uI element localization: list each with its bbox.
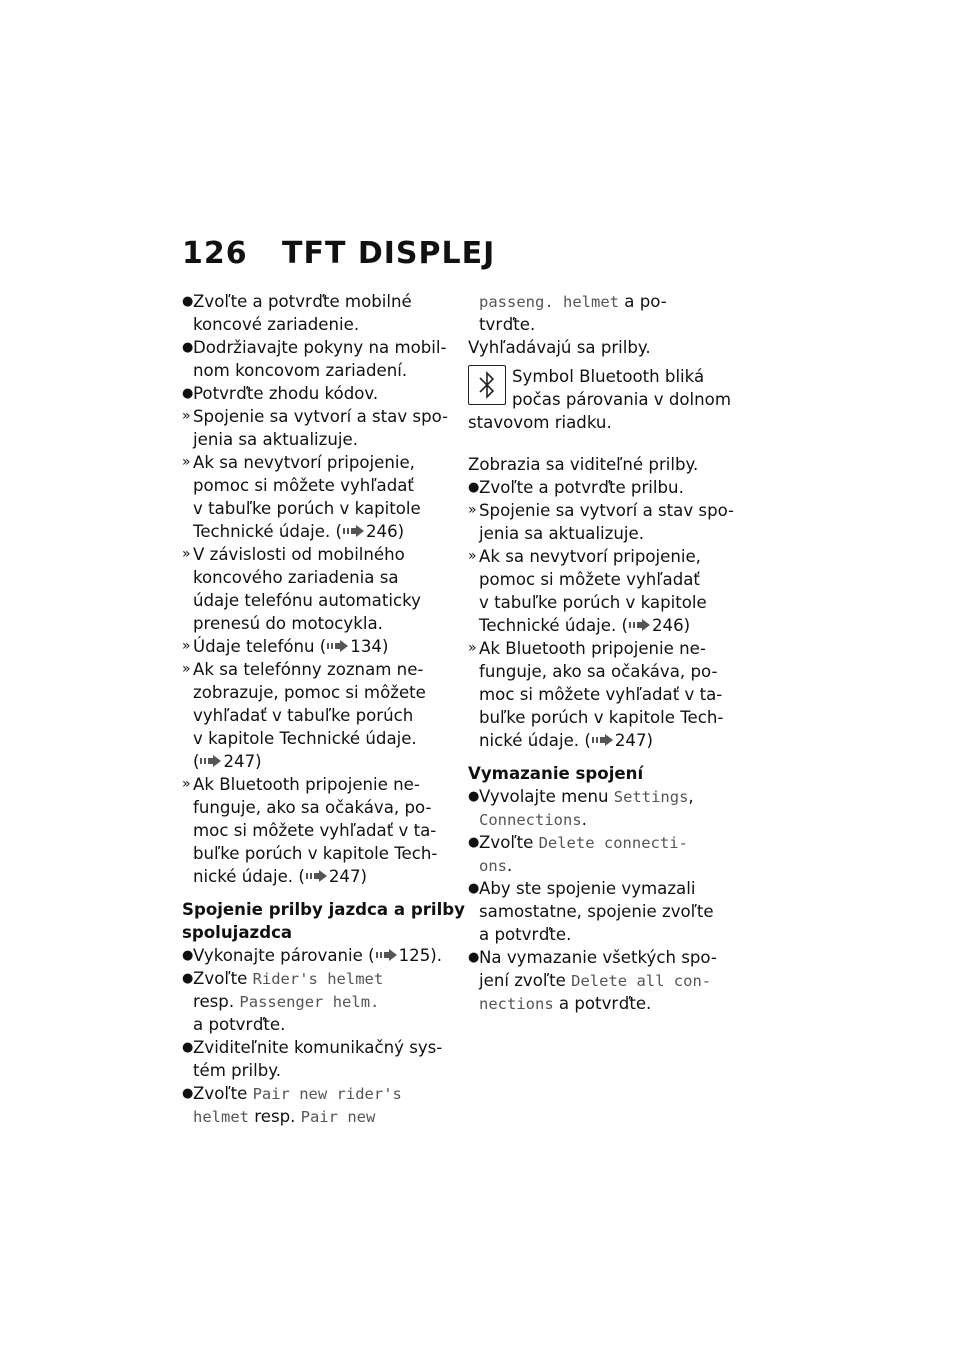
result-item: » Spojenie sa vytvorí a stav spo- jenia sa aktualizuje. [468, 501, 735, 543]
page-number: 126 [182, 236, 248, 271]
bullet-marker: ● [468, 835, 480, 850]
result-item: » Ak Bluetooth pripojenie ne- funguje, ako sa očakáva, po- moc si môžete vyhľadať v ta- buľke porúch v kapitole Tech- nické údaje. ( 247) [468, 639, 724, 750]
page-reference[interactable]: 247) [614, 731, 653, 750]
list-item: ● Zvoľte a potvrďte prilbu. [468, 478, 684, 497]
reference-arrow-icon [305, 869, 329, 883]
result-text: Zobrazia sa viditeľné prilby. [468, 455, 699, 474]
page-reference[interactable]: 125). [398, 946, 442, 965]
right-column [468, 290, 740, 1015]
result-item: » Ak sa nevytvorí pripojenie, pomoc si môžete vyhľadať v tabuľke porúch v kapitole Technické údaje. ( 246) [468, 547, 707, 635]
list-item: ● Dodržiavajte pokyny na mobil- nom koncovom zariadení. [182, 338, 447, 380]
reference-arrow-icon [591, 733, 615, 747]
result-item: » Ak Bluetooth pripojenie ne- funguje, ako sa očakáva, po- moc si môžete vyhľadať v ta- buľke porúch v kapitole Tech- nické údaje. ( 247) [182, 775, 438, 886]
menu-option: helmet [193, 1108, 249, 1126]
reference-arrow-icon [342, 524, 366, 538]
list-item: ● Na vymazanie všetkých spo- jení zvoľte Delete all con- nections a potvrďte. [468, 948, 717, 1013]
reference-arrow-icon [628, 618, 652, 632]
result-item: » V závislosti od mobilného koncového zariadenia sa údaje telefónu automaticky prenesú do motocykla. [182, 545, 421, 633]
menu-option: Pair new rider's [252, 1085, 402, 1103]
page-reference[interactable]: 134) [350, 637, 389, 656]
bullet-marker: ● [182, 340, 194, 355]
result-marker: » [468, 502, 477, 518]
menu-option: Connections [479, 811, 582, 829]
section-heading: Spojenie prilby jazdca a prilby spolujazdca [182, 900, 465, 942]
bullet-marker: ● [182, 1040, 194, 1055]
list-item: ● Zvoľte Delete connecti- ons. [468, 833, 688, 875]
result-marker: » [182, 546, 191, 562]
section-heading: Vymazanie spojení [468, 764, 644, 783]
list-item: ● Zvoľte a potvrďte mobilné koncové zariadenie. [182, 292, 412, 334]
bullet-marker: ● [182, 294, 194, 309]
list-item: ● Potvrďte zhodu kódov. [182, 384, 379, 403]
bullet-marker: ● [182, 386, 194, 401]
bullet-marker: ● [468, 480, 480, 495]
list-item-continuation: passeng. helmet a po- tvrďte. [479, 292, 667, 334]
menu-option: Pair new [300, 1108, 376, 1126]
bluetooth-note: Symbol Bluetooth bliká počas párovania v dolnom stavovom riadku. [468, 367, 731, 432]
result-marker: » [468, 548, 477, 564]
result-marker: » [182, 776, 191, 792]
menu-option: Rider's helmet [252, 970, 384, 988]
menu-option: Delete all con- [571, 972, 712, 990]
menu-option: nections [479, 995, 554, 1013]
list-item: ● Vyvolajte menu Settings, Connections. [468, 787, 694, 829]
page-reference[interactable]: 247) [223, 752, 262, 771]
result-item: » Ak sa telefónny zoznam ne- zobrazuje, pomoc si môžete vyhľadať v tabuľke porúch v kapitole Technické údaje. ( 247) [182, 660, 426, 771]
reference-arrow-icon [375, 948, 399, 962]
page-header [182, 236, 495, 271]
result-item: » Údaje telefónu ( 134) [182, 637, 389, 656]
result-marker: » [182, 661, 191, 677]
list-item: ● Zvoľte Rider's helmet resp. Passenger helm. a potvrďte. [182, 969, 384, 1034]
result-marker: » [182, 408, 191, 424]
menu-option: Delete connecti- [538, 834, 688, 852]
menu-option: Settings [613, 788, 689, 806]
page-reference[interactable]: 246) [651, 616, 691, 635]
result-marker: » [182, 638, 191, 654]
page-reference[interactable]: 246) [365, 522, 405, 541]
list-item: ● Zviditeľnite komunikačný sys- tém prilby. [182, 1038, 443, 1080]
reference-arrow-icon [326, 639, 350, 653]
list-item: ● Zvoľte Pair new rider's helmet resp. Pair new [182, 1084, 402, 1126]
result-item: » Spojenie sa vytvorí a stav spo- jenia sa aktualizuje. [182, 407, 449, 449]
menu-option: ons [479, 857, 507, 875]
bullet-marker: ● [182, 1086, 194, 1101]
bullet-marker: ● [468, 789, 480, 804]
result-item: » Ak sa nevytvorí pripojenie, pomoc si môžete vyhľadať v tabuľke porúch v kapitole Technické údaje. ( 246) [182, 453, 421, 541]
menu-option: Passenger helm. [239, 993, 380, 1011]
result-text: Vyhľadávajú sa prilby. [468, 338, 651, 357]
menu-option: passeng. helmet [479, 293, 619, 311]
bullet-marker: ● [182, 971, 194, 986]
reference-arrow-icon [199, 754, 223, 768]
bullet-marker: ● [182, 948, 194, 963]
bullet-marker: ● [468, 950, 480, 965]
chapter-title: TFT DISPLEJ [282, 236, 496, 271]
left-column [182, 290, 465, 1128]
list-item: ● Vykonajte párovanie ( 125). [182, 946, 442, 965]
result-marker: » [182, 454, 191, 470]
page-reference[interactable]: 247) [328, 867, 367, 886]
list-item: ● Aby ste spojenie vymazali samostatne, spojenie zvoľte a potvrďte. [468, 879, 714, 944]
result-marker: » [468, 640, 477, 656]
bullet-marker: ● [468, 881, 480, 896]
